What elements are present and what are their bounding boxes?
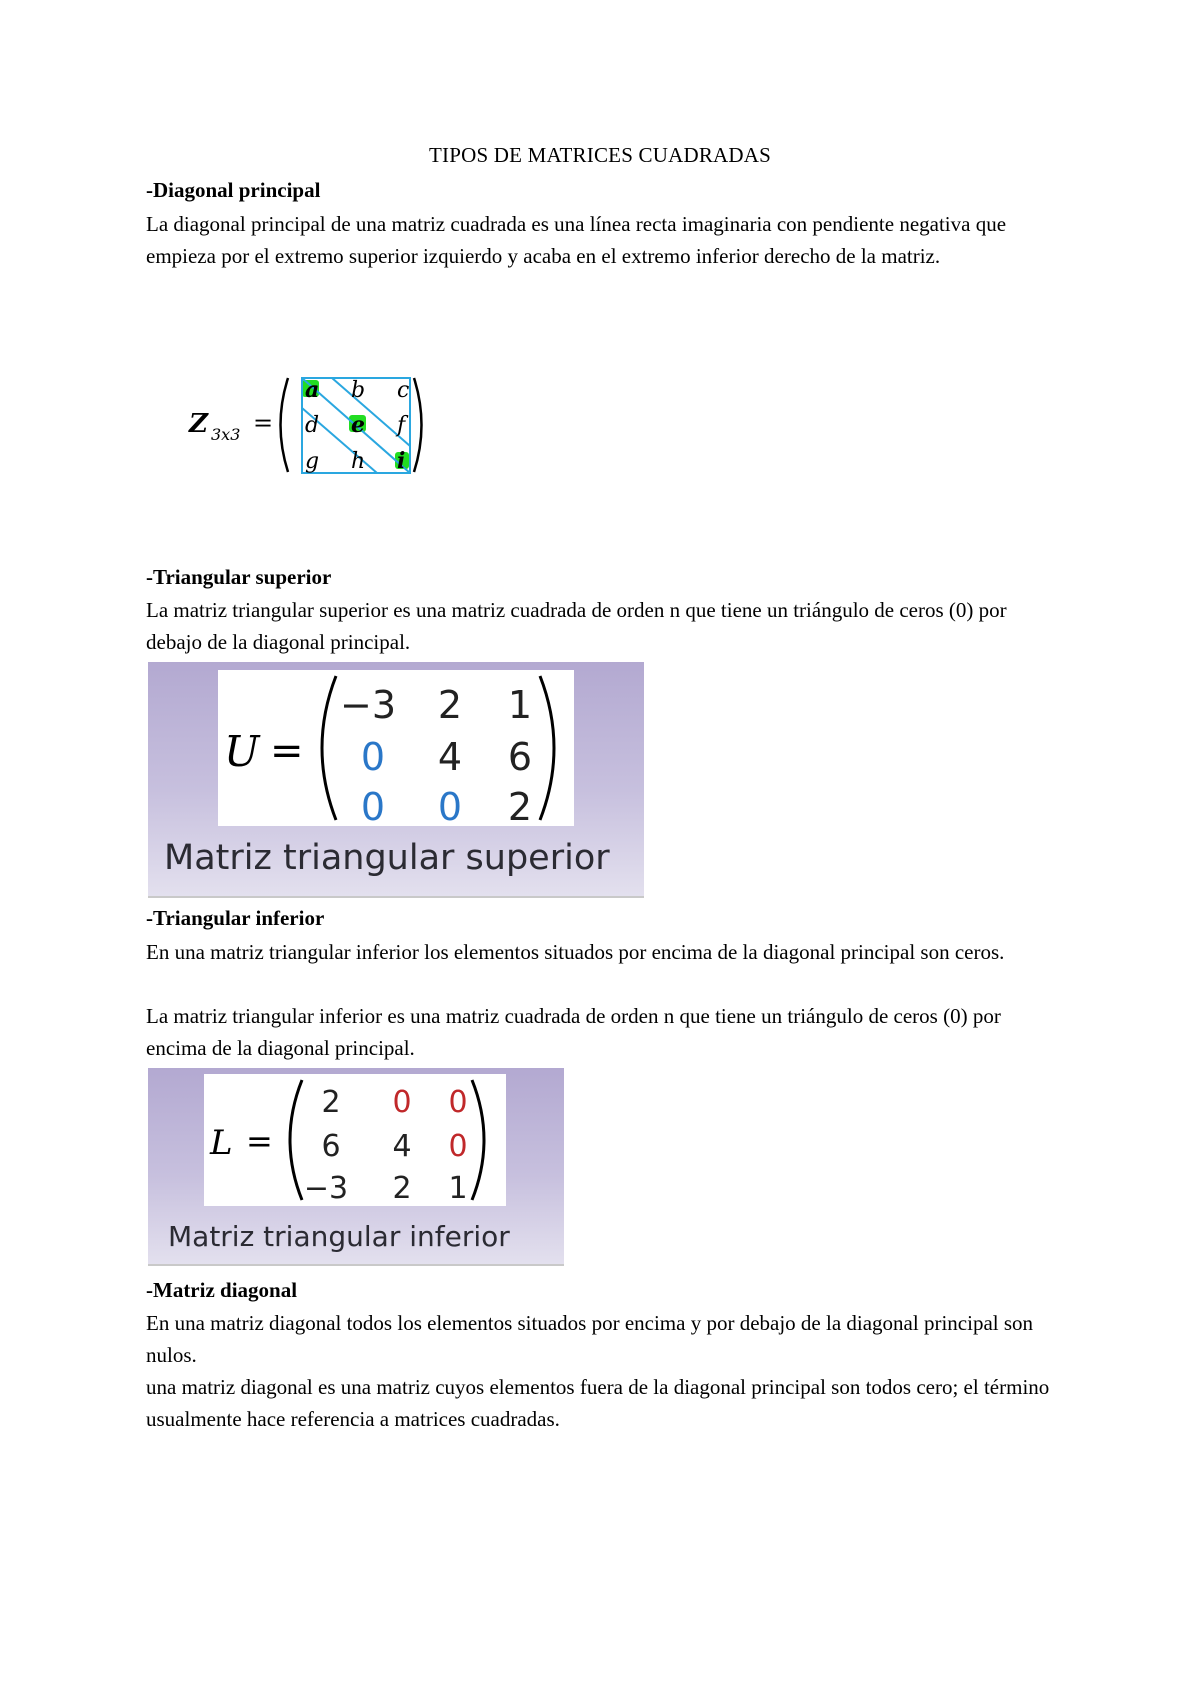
l-cell-0-2: 0 (448, 1085, 468, 1120)
z-equals: = (253, 409, 274, 437)
upper-matrix-svg (218, 670, 574, 826)
u-left-paren (322, 676, 336, 820)
paragraph-triangular-inferior-1: En una matriz triangular inferior los elementos situados por encima de la diagonal principal son ceros. (146, 940, 1005, 964)
z-cell-h: h (351, 449, 366, 474)
upper-matrix-box (218, 670, 574, 826)
l-cell-2-1: 2 (392, 1171, 412, 1206)
l-cell-1-1: 4 (392, 1129, 412, 1164)
l-cell-1-2: 0 (448, 1129, 468, 1164)
z-cell-e: e (351, 412, 365, 438)
u-right-paren (540, 676, 554, 820)
z-subscript: 3x3 (211, 425, 241, 444)
u-cell-0-0: −3 (339, 683, 397, 727)
u-cell-2-0: 0 (360, 785, 386, 826)
u-equals: = (270, 728, 304, 774)
upper-triangular-figure (148, 662, 644, 898)
z-left-paren (281, 378, 289, 472)
lower-caption: Matriz triangular inferior (168, 1220, 510, 1253)
heading-triangular-inferior: -Triangular inferior (146, 906, 325, 930)
l-symbol: L (210, 1123, 233, 1163)
paragraph-triangular-superior: La matriz triangular superior es una matriz cuadrada de orden n que tiene un triángulo de ceros (0) por debajo de la diagonal principal. (146, 598, 1007, 654)
l-cell-2-0: −3 (303, 1171, 349, 1206)
heading-triangular-superior: -Triangular superior (146, 565, 332, 589)
z-right-paren (414, 378, 422, 472)
l-cell-2-2: 1 (448, 1171, 468, 1206)
heading-diagonal-principal: -Diagonal principal (146, 178, 321, 202)
u-cell-0-1: 2 (437, 683, 463, 727)
l-cell-0-1: 0 (392, 1085, 412, 1120)
lower-matrix-box (204, 1074, 506, 1206)
u-cell-1-0: 0 (360, 735, 386, 779)
z-cell-c: c (397, 378, 410, 403)
z-matrix-figure (185, 370, 435, 480)
l-left-paren (290, 1080, 302, 1200)
z-cell-d: d (305, 413, 320, 438)
upper-caption: Matriz triangular superior (164, 838, 610, 878)
paragraph-matriz-diagonal-1: En una matriz diagonal todos los elementos situados por encima y por debajo de la diagonal principal son nulos. (146, 1311, 1034, 1367)
u-cell-2-1: 0 (437, 785, 463, 826)
z-cell-f: f (397, 413, 406, 438)
z-cell-b: b (351, 378, 366, 403)
z-symbol: Z (189, 409, 208, 439)
lower-triangular-figure (148, 1068, 564, 1266)
u-cell-1-1: 4 (437, 735, 463, 779)
u-cell-2-2: 2 (507, 785, 533, 826)
l-right-paren (472, 1080, 484, 1200)
paragraph-matriz-diagonal-2: una matriz diagonal es una matriz cuyos elementos fuera de la diagonal principal son todos cero; el término usualmente hace referencia a matrices cuadradas. (146, 1375, 1050, 1431)
l-cell-1-0: 6 (321, 1129, 341, 1164)
paragraph-diagonal-principal: La diagonal principal de una matriz cuadrada es una línea recta imaginaria con pendiente negativa que empieza por el extremo superior izquierdo y acaba en el extremo inferior derecho de la matriz. (146, 212, 1007, 268)
z-cell-a: a (305, 377, 320, 403)
page-title: TIPOS DE MATRICES CUADRADAS (428, 143, 772, 167)
u-cell-1-2: 6 (507, 735, 533, 779)
l-cell-0-0: 2 (321, 1085, 341, 1120)
u-cell-0-2: 1 (507, 683, 533, 727)
heading-matriz-diagonal: -Matriz diagonal (146, 1278, 298, 1302)
paragraph-triangular-inferior-2: La matriz triangular inferior es una matriz cuadrada de orden n que tiene un triángulo de ceros (0) por encima de la diagonal principal. (146, 1004, 1001, 1060)
lower-matrix-svg (204, 1074, 506, 1206)
l-equals: = (246, 1122, 273, 1160)
z-cell-g: g (305, 449, 320, 474)
u-symbol: U (224, 727, 260, 776)
z-cell-i: i (397, 448, 406, 474)
